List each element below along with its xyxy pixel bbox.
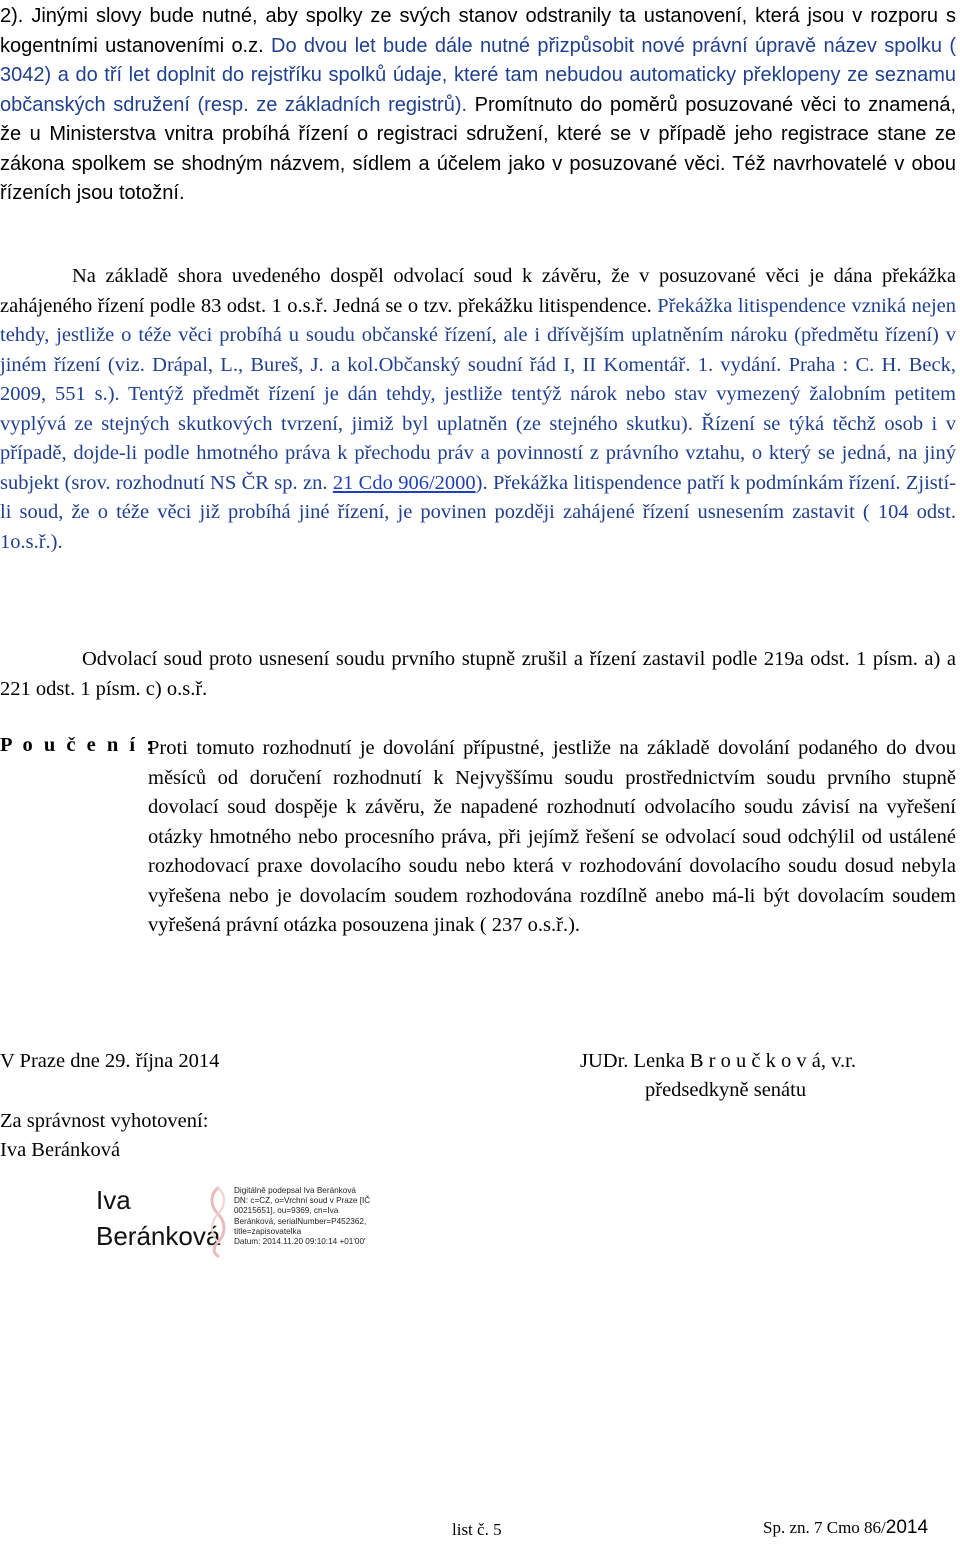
pouceni-label: P o u č e n í : — [0, 734, 157, 756]
paragraph-verdict-text: Odvolací soud proto usnesení soudu prvního stupně zrušil a řízení zastavil podle 219a odst. 1 písm. a) a 221 odst. 1 písm. c) o.s.ř. — [0, 648, 956, 700]
paragraph-verdict — [0, 645, 956, 704]
paragraph-spolky — [0, 2, 956, 209]
paragraph-spolky-part3: Promítnuto do poměrů posuzované věci to znamená, že u Ministerstva vnitra probíhá řízení o registraci sdružení, které se v případě jeho registrace stane ze zákona spolkem se shodným názvem, sídlem a účelem jako v posuzované věci. Též navrhovatelé v obou řízeních jsou totožní. — [0, 93, 957, 204]
paragraph-spolky-part2: Do dvou let bude dále nutné přizpůsobit nové právní úpravě název spolku ( 3042) a do tří let doplnit do rejstříku spolků údaje, které tam nebudou automaticky překlopeny ze seznamu občanských sdružení (resp. ze základních registrů). — [0, 34, 956, 116]
judge-name: JUDr. Lenka B r o u č k o v á, v.r. — [580, 1050, 856, 1072]
paragraph-litispendence-part3: ). Překážka litispendence patří k podmínkám řízení. Zjistí-li soud, že o téže věci již probíhá jiné řízení, je povinen později zahájené řízení usnesením zastavit ( 104 odst. 1o.s.ř.). — [0, 471, 956, 553]
digital-signature — [96, 1182, 386, 1262]
case-law-link[interactable]: 21 Cdo 906/2000 — [332, 471, 476, 494]
paragraph-litispendence-part2: Překážka litispendence vzniká nejen tehdy, jestliže o téže věci probíhá u soudu občanské řízení, ale i dřívějším uplatněním nároku (předmětu řízení) v jiném řízení (viz. Drápal, L., Bureš, J. a kol.Občanský soudní řád I, II Komentář. 1. vydání. Praha : C. H. Beck, 2009, 551 s.). Tentýž předmět řízení je dán tehdy, jestliže tentýž nárok nebo stav vymezený žalobním petitem vyplývá ze stejných skutkových tvrzení, jimiž byl uplatněn (ze stejného skutku). Řízení se týká těchž osob i v případě, dojde-li podle hmotného práva k přechodu práv a povinností z právního vztahu, o který se jedná, na jiný subjekt (srov. rozhodnutí NS ČR sp. zn. — [0, 294, 956, 494]
signature-name: Iva Beránková — [96, 1185, 221, 1251]
judge-title: předsedkyně senátu — [645, 1079, 807, 1101]
file-number: Sp. zn. 7 Cmo 86/2014 — [763, 1517, 929, 1538]
verification-label: Za správnost vyhotovení: — [0, 1110, 209, 1132]
paragraph-litispendence — [0, 262, 956, 557]
pouceni-text: Proti tomuto rozhodnutí je dovolání přípustné, jestliže na základě dovolání podaného do dvou měsíců od doručení rozhodnutí k Nejvyššímu soudu prostřednictvím soudu prvního stupně dovolací soud dospěje k závěru, že napadené rozhodnutí odvolacího soudu závisí na vyřešení otázky hmotného nebo procesního práva, při jejímž řešení se odvolací soud odchýlil od ustálené rozhodovací praxe dovolacího soudu nebo která v rozhodování dovolacího soudu dosud nebyla vyřešena nebo je dovolacím soudem rozhodována rozdílně anebo má-li být dovolacím soudem vyřešená právní otázka posouzena jinak ( 237 o.s.ř.). — [148, 737, 956, 936]
page-number: list č. 5 — [452, 1520, 502, 1539]
signature-ribbon-icon — [204, 1184, 232, 1258]
verification-name: Iva Beránková — [0, 1139, 121, 1161]
closing-date: V Praze dne 29. října 2014 — [0, 1050, 220, 1072]
signature-details: Digitálně podepsal Iva Beránková DN: c=CZ, o=Vrchní soud v Praze [IČ 00215651], ou=9369, cn=Iva Beránková, serialNumber=P452362, title=zapisovatelka Datum: 2014.11.20 09:10:14 +01'00' — [234, 1186, 371, 1247]
paragraph-spolky-part1: 2). Jinými slovy bude nutné, aby spolky ze svých stanov odstranily ta ustanovení, která jsou v rozporu s kogentními ustanoveními o.z. — [0, 5, 956, 57]
paragraph-litispendence-part1: Na základě shora uvedeného dospěl odvolací soud k závěru, že v posuzované věci je dána překážka zahájeného řízení podle 83 odst. 1 o.s.ř. Jedná se o tzv. překážku litispendence. — [0, 265, 956, 317]
